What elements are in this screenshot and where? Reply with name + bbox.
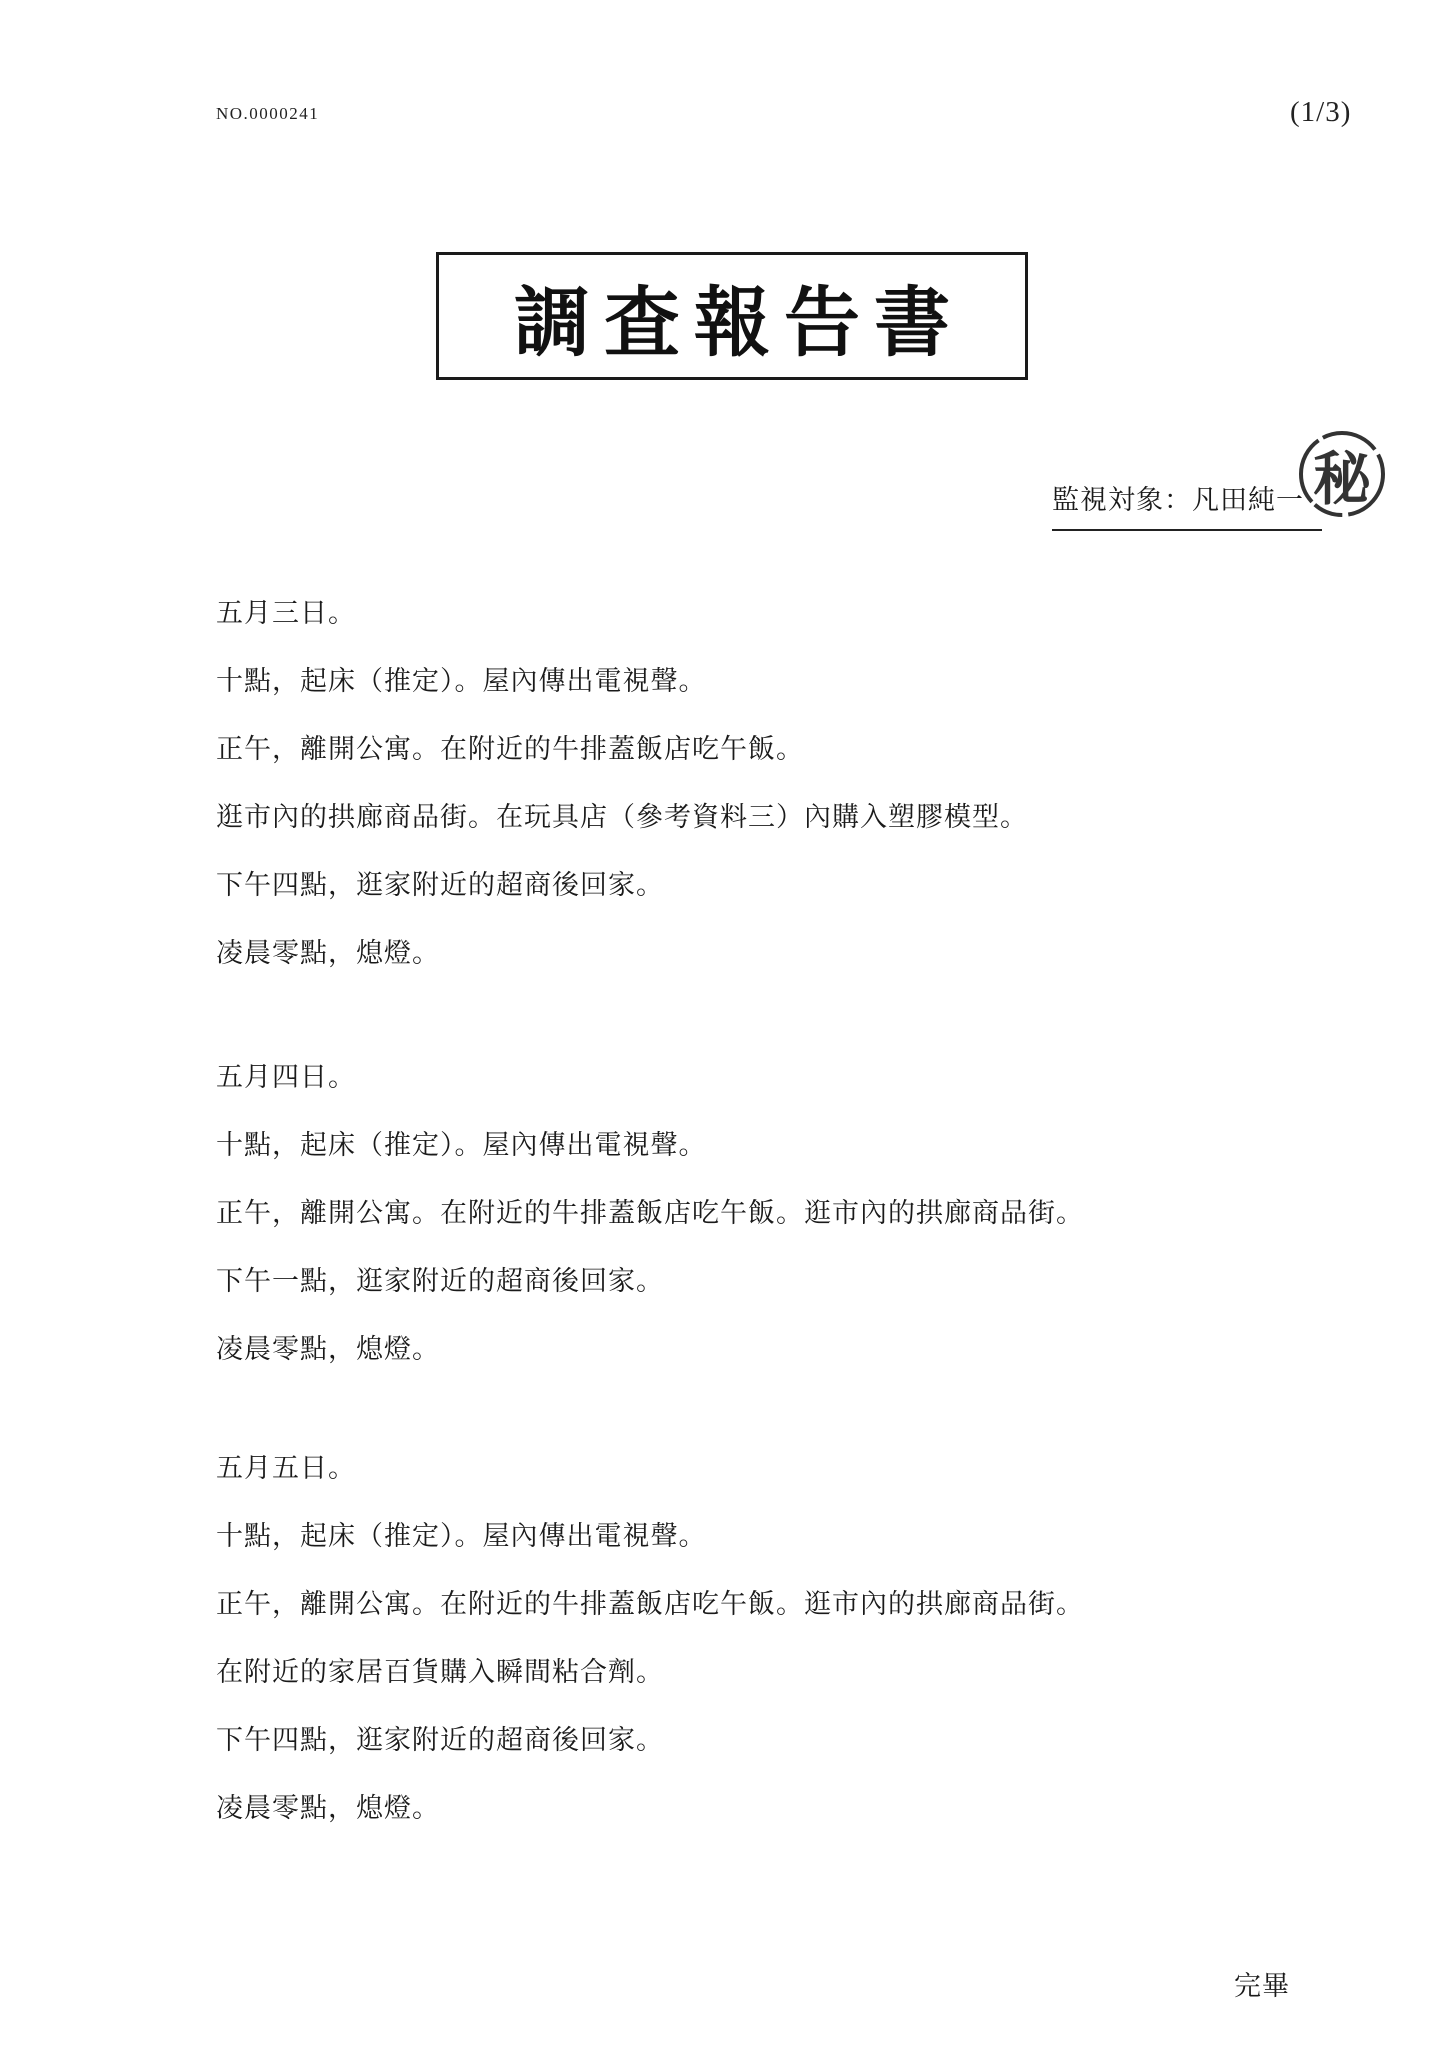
title-box <box>436 252 1028 380</box>
section-3-line-3: 在附近的家居百貨購入瞬間粘合劑。 <box>216 1657 664 1688</box>
section-2-line-3: 下午一點，逛家附近的超商後回家。 <box>216 1266 664 1297</box>
section-1-line-5: 凌晨零點，熄燈。 <box>216 938 440 969</box>
section-2-line-2: 正午，離開公寓。在附近的牛排蓋飯店吃午飯。逛市內的拱廊商品街。 <box>216 1198 1084 1229</box>
section-1-line-4: 下午四點，逛家附近的超商後回家。 <box>216 870 664 901</box>
page-indicator: (1/3) <box>1290 96 1352 128</box>
section-2-date: 五月四日。 <box>216 1062 356 1093</box>
subject-underline <box>1052 529 1322 531</box>
section-3-date: 五月五日。 <box>216 1453 356 1484</box>
end-mark: 完畢 <box>1234 1971 1290 2002</box>
section-1-date: 五月三日。 <box>216 598 356 629</box>
section-2-line-1: 十點，起床（推定）。屋內傳出電視聲。 <box>216 1130 707 1161</box>
section-1-line-1: 十點，起床（推定）。屋內傳出電視聲。 <box>216 666 707 697</box>
stamp-char: 秘 <box>1312 445 1371 513</box>
secret-stamp-icon <box>1296 428 1388 520</box>
section-2-line-4: 凌晨零點，熄燈。 <box>216 1334 440 1365</box>
section-3-line-2: 正午，離開公寓。在附近的牛排蓋飯店吃午飯。逛市內的拱廊商品街。 <box>216 1589 1084 1620</box>
document-number: NO.0000241 <box>216 104 320 123</box>
section-1-line-2: 正午，離開公寓。在附近的牛排蓋飯店吃午飯。 <box>216 734 804 765</box>
section-1-line-3: 逛市內的拱廊商品街。在玩具店（參考資料三）內購入塑膠模型。 <box>216 802 1028 833</box>
section-3-line-1: 十點，起床（推定）。屋內傳出電視聲。 <box>216 1521 707 1552</box>
section-3-line-4: 下午四點，逛家附近的超商後回家。 <box>216 1725 664 1756</box>
page-title: 調査報告書 <box>514 277 964 367</box>
surveillance-subject: 監視対象：凡田純一 <box>1052 485 1304 516</box>
section-3-line-5: 凌晨零點，熄燈。 <box>216 1793 440 1824</box>
